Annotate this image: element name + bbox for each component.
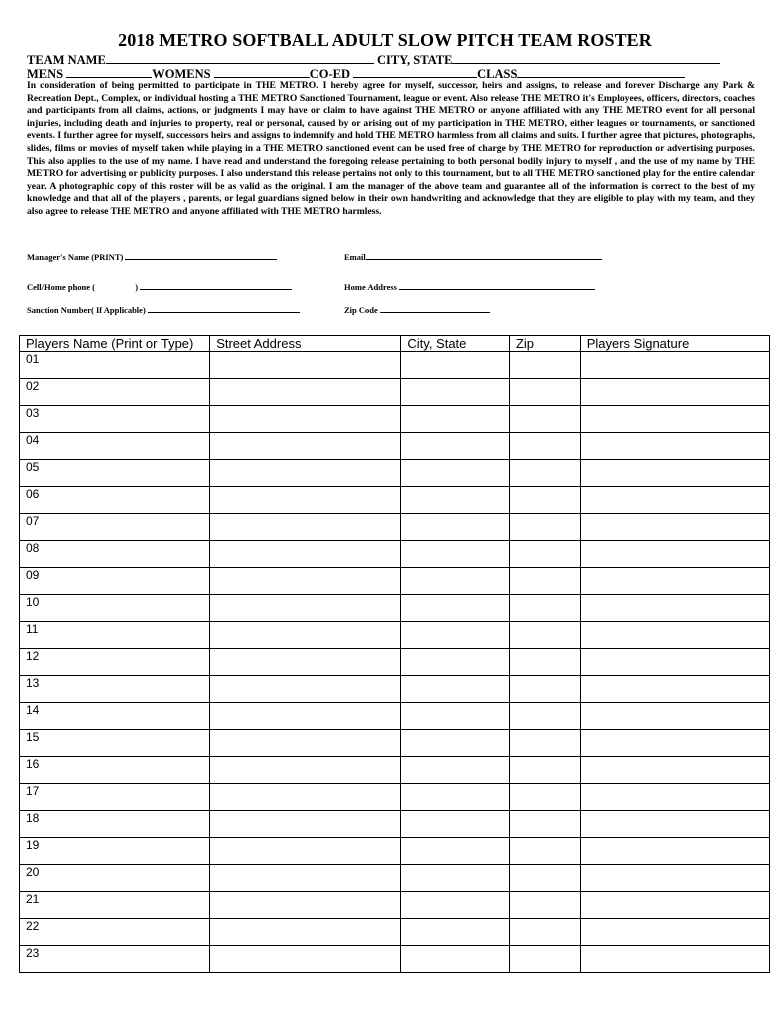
manager-name-label: Manager's Name (PRINT): [27, 252, 124, 262]
zip-cell[interactable]: [509, 622, 580, 649]
street-address-cell[interactable]: [210, 433, 401, 460]
street-address-cell[interactable]: [210, 946, 401, 973]
signature-cell[interactable]: [580, 595, 769, 622]
table-row: [20, 541, 770, 568]
city-state-cell[interactable]: [401, 649, 510, 676]
zip-cell[interactable]: [509, 352, 580, 379]
signature-cell[interactable]: [580, 433, 769, 460]
row-number: 23: [26, 946, 40, 960]
row-number: 18: [26, 811, 40, 825]
city-state-cell[interactable]: [401, 919, 510, 946]
column-header-street-address: Street Address: [210, 336, 401, 352]
phone-label: Cell/Home phone (: [27, 282, 95, 292]
city-state-cell[interactable]: [401, 433, 510, 460]
zip-cell[interactable]: [509, 379, 580, 406]
street-address-cell[interactable]: [210, 730, 401, 757]
team-info-row: [27, 53, 720, 68]
team-name-field[interactable]: [106, 53, 374, 64]
city-state-cell[interactable]: [401, 838, 510, 865]
table-row: [20, 703, 770, 730]
player-name-cell[interactable]: [20, 541, 210, 568]
city-state-cell[interactable]: [401, 379, 510, 406]
street-address-cell[interactable]: [210, 703, 401, 730]
zip-cell[interactable]: [509, 406, 580, 433]
zip-cell[interactable]: [509, 514, 580, 541]
zip-cell[interactable]: [509, 460, 580, 487]
street-address-cell[interactable]: [210, 514, 401, 541]
roster-header-row: [20, 336, 770, 352]
column-header-zip: Zip: [509, 336, 580, 352]
email-field[interactable]: [366, 251, 602, 260]
table-row: [20, 838, 770, 865]
table-row: [20, 595, 770, 622]
home-address-field[interactable]: [399, 281, 595, 290]
row-number: 10: [26, 595, 40, 609]
street-address-cell[interactable]: [210, 379, 401, 406]
street-address-cell[interactable]: [210, 919, 401, 946]
zip-cell[interactable]: [509, 541, 580, 568]
table-row: [20, 757, 770, 784]
zip-cell[interactable]: [509, 757, 580, 784]
signature-cell[interactable]: [580, 946, 769, 973]
signature-cell[interactable]: [580, 865, 769, 892]
signature-cell[interactable]: [580, 919, 769, 946]
column-header-players-signature: Players Signature: [580, 336, 769, 352]
player-name-cell[interactable]: [20, 919, 210, 946]
table-row: [20, 433, 770, 460]
player-name-cell[interactable]: [20, 676, 210, 703]
street-address-cell[interactable]: [210, 352, 401, 379]
player-name-cell[interactable]: [20, 460, 210, 487]
player-name-cell[interactable]: [20, 487, 210, 514]
coed-field[interactable]: [353, 67, 477, 78]
city-state-cell[interactable]: [401, 946, 510, 973]
zip-cell[interactable]: [509, 784, 580, 811]
city-state-cell[interactable]: [401, 487, 510, 514]
page-title: 2018 METRO SOFTBALL ADULT SLOW PITCH TEAM ROSTER: [118, 30, 652, 50]
player-name-cell[interactable]: [20, 892, 210, 919]
player-name-cell[interactable]: [20, 379, 210, 406]
signature-cell[interactable]: [580, 730, 769, 757]
class-label: CLASS: [477, 67, 518, 81]
row-number: 01: [26, 352, 40, 366]
zip-cell[interactable]: [509, 568, 580, 595]
city-state-cell[interactable]: [401, 406, 510, 433]
row-number: 20: [26, 865, 40, 879]
table-row: [20, 919, 770, 946]
player-name-cell[interactable]: [20, 568, 210, 595]
manager-name-field[interactable]: [125, 251, 277, 260]
street-address-cell[interactable]: [210, 487, 401, 514]
email-row: [344, 251, 602, 262]
city-state-cell[interactable]: [401, 622, 510, 649]
row-number: 19: [26, 838, 40, 852]
signature-cell[interactable]: [580, 784, 769, 811]
player-name-cell[interactable]: [20, 865, 210, 892]
city-state-cell[interactable]: [401, 703, 510, 730]
city-state-cell[interactable]: [401, 811, 510, 838]
player-name-cell[interactable]: [20, 514, 210, 541]
row-number: 04: [26, 433, 40, 447]
phone-field[interactable]: [140, 281, 292, 290]
mens-label: MENS: [27, 67, 64, 81]
row-number: 13: [26, 676, 40, 690]
table-row: [20, 865, 770, 892]
street-address-cell[interactable]: [210, 568, 401, 595]
home-address-row: [344, 281, 595, 292]
signature-cell[interactable]: [580, 811, 769, 838]
coed-label: CO-ED: [309, 67, 350, 81]
city-state-field[interactable]: [452, 53, 720, 64]
city-state-cell[interactable]: [401, 568, 510, 595]
zip-cell[interactable]: [509, 946, 580, 973]
player-name-cell[interactable]: [20, 622, 210, 649]
row-number: 14: [26, 703, 40, 717]
row-number: 05: [26, 460, 40, 474]
zip-cell[interactable]: [509, 433, 580, 460]
signature-cell[interactable]: [580, 568, 769, 595]
zip-code-label: Zip Code: [344, 305, 378, 315]
row-number: 17: [26, 784, 40, 798]
mens-field[interactable]: [66, 67, 152, 78]
signature-cell[interactable]: [580, 379, 769, 406]
row-number: 08: [26, 541, 40, 555]
street-address-cell[interactable]: [210, 676, 401, 703]
row-number: 02: [26, 379, 40, 393]
zip-cell[interactable]: [509, 838, 580, 865]
row-number: 22: [26, 919, 40, 933]
player-name-cell[interactable]: [20, 352, 210, 379]
city-state-cell[interactable]: [401, 730, 510, 757]
city-state-cell[interactable]: [401, 865, 510, 892]
player-name-cell[interactable]: [20, 811, 210, 838]
row-number: 11: [26, 622, 39, 636]
table-row: [20, 406, 770, 433]
signature-cell[interactable]: [580, 514, 769, 541]
table-row: [20, 730, 770, 757]
table-row: [20, 352, 770, 379]
city-state-cell[interactable]: [401, 784, 510, 811]
row-number: 03: [26, 406, 40, 420]
zip-cell[interactable]: [509, 730, 580, 757]
row-number: 12: [26, 649, 40, 663]
womens-label: WOMENS: [152, 67, 211, 81]
street-address-cell[interactable]: [210, 757, 401, 784]
signature-cell[interactable]: [580, 622, 769, 649]
signature-cell[interactable]: [580, 406, 769, 433]
zip-cell[interactable]: [509, 865, 580, 892]
player-name-cell[interactable]: [20, 595, 210, 622]
table-row: [20, 622, 770, 649]
player-name-cell[interactable]: [20, 406, 210, 433]
city-state-cell[interactable]: [401, 757, 510, 784]
street-address-cell[interactable]: [210, 622, 401, 649]
signature-cell[interactable]: [580, 703, 769, 730]
city-state-label: CITY, STATE: [376, 53, 453, 67]
player-name-cell[interactable]: [20, 946, 210, 973]
signature-cell[interactable]: [580, 892, 769, 919]
table-row: [20, 784, 770, 811]
zip-cell[interactable]: [509, 892, 580, 919]
street-address-cell[interactable]: [210, 811, 401, 838]
street-address-cell[interactable]: [210, 595, 401, 622]
player-name-cell[interactable]: [20, 784, 210, 811]
street-address-cell[interactable]: [210, 649, 401, 676]
table-row: [20, 487, 770, 514]
street-address-cell[interactable]: [210, 460, 401, 487]
row-number: 21: [26, 892, 40, 906]
street-address-cell[interactable]: [210, 892, 401, 919]
row-number: 06: [26, 487, 40, 501]
table-row: [20, 460, 770, 487]
sanction-row: [27, 304, 300, 315]
street-address-cell[interactable]: [210, 541, 401, 568]
zip-code-field[interactable]: [380, 304, 490, 313]
signature-cell[interactable]: [580, 757, 769, 784]
zip-cell[interactable]: [509, 703, 580, 730]
table-row: [20, 379, 770, 406]
city-state-cell[interactable]: [401, 514, 510, 541]
player-name-cell[interactable]: [20, 838, 210, 865]
player-name-cell[interactable]: [20, 433, 210, 460]
street-address-cell[interactable]: [210, 838, 401, 865]
player-name-cell[interactable]: [20, 757, 210, 784]
signature-cell[interactable]: [580, 460, 769, 487]
city-state-cell[interactable]: [401, 676, 510, 703]
class-field[interactable]: [517, 67, 685, 78]
womens-field[interactable]: [214, 67, 310, 78]
city-state-cell[interactable]: [401, 352, 510, 379]
team-name-label: TEAM NAME: [27, 53, 106, 67]
signature-cell[interactable]: [580, 676, 769, 703]
column-header-players-name: Players Name (Print or Type): [20, 336, 210, 352]
zip-cell[interactable]: [509, 811, 580, 838]
city-state-cell[interactable]: [401, 892, 510, 919]
signature-cell[interactable]: [580, 649, 769, 676]
zip-cell[interactable]: [509, 649, 580, 676]
row-number: 09: [26, 568, 40, 582]
roster-table: [19, 335, 770, 973]
player-name-cell[interactable]: [20, 730, 210, 757]
sanction-field[interactable]: [148, 304, 300, 313]
table-row: [20, 649, 770, 676]
email-label: Email: [344, 252, 366, 262]
sanction-label: Sanction Number( If Applicable): [27, 305, 146, 315]
row-number: 15: [26, 730, 40, 744]
phone-row: [27, 281, 292, 292]
table-row: [20, 514, 770, 541]
table-row: [20, 946, 770, 973]
street-address-cell[interactable]: [210, 784, 401, 811]
manager-name-row: [27, 251, 277, 262]
zip-cell[interactable]: [509, 919, 580, 946]
zip-cell[interactable]: [509, 676, 580, 703]
release-waiver-text: In consideration of being permitted to participate in THE METRO. I hereby agree for myself, successor, heirs and assigns, to release and forever Discharge any Park & Recreation Dept., Complex, or individual hosting a THE METRO Sanctioned Tournament, league or event. Also release THE METRO it's Employees, officers, directors, coaches and participants from all claims, actions, or judgments I may have or claim to have against THE METRO or anyone affiliated with any THE METRO event for all personal injuries, including death and injuries to property, real or personal, caused by or arising out of my participation in THE METRO, either leagues or tournaments, or sanctioned events. I further agree for myself, successors heirs and assigns to indemnify and hold THE METRO harmless from all claims and suits. I further agree that pictures, photographs, slides, films or movies of myself taken while playing in a THE METRO sanctioned event can be used free of charge by THE METRO for reproduction or advertising purposes. This also applies to the use of my name. I have read and understand the foregoing release pertaining to both personal bodily injury to myself , and the use of my name by THE METRO for advertising or publicity purposes. I also understand this release pertains not only to this tournament, but to all THE METRO sanctioned play for the entire calendar year. A photographic copy of this roster will be as valid as the original. I am the manager of the above team and guarantee all of the information is correct to the best of my knowledge and that all of the players , parents, or legal guardians signed below in their own handwriting and acknowledge that they are eligible to play with my team, and they also agree to release THE METRO and anyone affiliated with THE METRO harmless.: [27, 80, 755, 217]
zip-code-row: [344, 304, 490, 315]
city-state-cell[interactable]: [401, 595, 510, 622]
table-row: [20, 568, 770, 595]
signature-cell[interactable]: [580, 541, 769, 568]
home-address-label: Home Address: [344, 282, 397, 292]
player-name-cell[interactable]: [20, 703, 210, 730]
street-address-cell[interactable]: [210, 406, 401, 433]
phone-close-paren: ): [135, 282, 139, 292]
zip-cell[interactable]: [509, 487, 580, 514]
signature-cell[interactable]: [580, 487, 769, 514]
signature-cell[interactable]: [580, 838, 769, 865]
table-row: [20, 892, 770, 919]
city-state-cell[interactable]: [401, 460, 510, 487]
row-number: 07: [26, 514, 40, 528]
signature-cell[interactable]: [580, 352, 769, 379]
player-name-cell[interactable]: [20, 649, 210, 676]
table-row: [20, 811, 770, 838]
table-row: [20, 676, 770, 703]
column-header-city-state: City, State: [401, 336, 510, 352]
street-address-cell[interactable]: [210, 865, 401, 892]
row-number: 16: [26, 757, 40, 771]
city-state-cell[interactable]: [401, 541, 510, 568]
zip-cell[interactable]: [509, 595, 580, 622]
